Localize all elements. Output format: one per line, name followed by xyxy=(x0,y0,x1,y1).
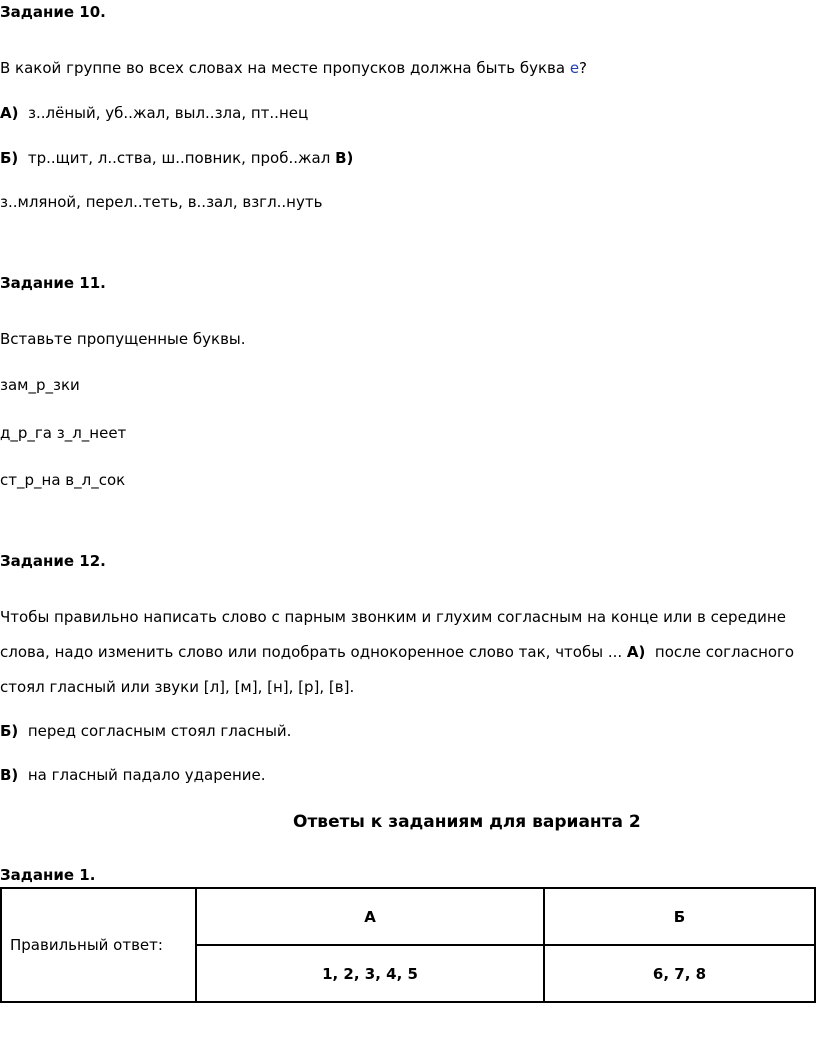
task12-option-c xyxy=(0,765,266,785)
option-text: тр..щит, л..ства, ш..повник, проб..жал xyxy=(27,149,331,167)
task12-title: Задание 12. xyxy=(0,552,106,570)
table-row xyxy=(1,888,815,945)
answer-table xyxy=(0,887,816,1003)
task11-line: ст_р_на в_л_сок xyxy=(0,471,126,489)
task11-title: Задание 11. xyxy=(0,274,106,292)
task10-question xyxy=(0,58,587,78)
task10-question-letter: е xyxy=(569,59,580,77)
task11-line: зам_р_зки xyxy=(0,376,80,394)
column-header-b: Б xyxy=(544,888,815,945)
task10-title: Задание 10. xyxy=(0,3,106,21)
column-header-a: А xyxy=(196,888,544,945)
task12-text-line: стоял гласный или звуки [л], [м], [н], [р], [в]. xyxy=(0,678,355,696)
answers-heading: Ответы к заданиям для варианта 2 xyxy=(293,812,641,832)
option-text: после согласного xyxy=(654,643,795,661)
answer-value-a: 1, 2, 3, 4, 5 xyxy=(196,945,544,1002)
task12-text-line xyxy=(0,642,794,662)
option-marker: Б) xyxy=(0,722,19,740)
task12-text-line: Чтобы правильно написать слово с парным звонким и глухим согласным на конце или в середине xyxy=(0,608,786,626)
option-text: з..лёный, уб..жал, выл..зла, пт..нец xyxy=(28,104,309,122)
option-marker: А) xyxy=(0,104,19,122)
task11-line: д_р_га з_л_неет xyxy=(0,424,127,442)
answers-task1-title: Задание 1. xyxy=(0,866,96,884)
answer-value-b: 6, 7, 8 xyxy=(544,945,815,1002)
option-text: на гласный падало ударение. xyxy=(27,766,266,784)
answer-label-cell xyxy=(1,888,196,1002)
option-marker: Б) xyxy=(0,149,19,167)
task10-question-mark: ? xyxy=(579,59,588,77)
task12-text: слова, надо изменить слово или подобрать однокоренное слово так, чтобы ... xyxy=(0,643,627,661)
task10-option-b xyxy=(0,148,353,168)
task10-option-a xyxy=(0,103,308,123)
task10-option-c: з..мляной, перел..теть, в..зал, взгл..нуть xyxy=(0,193,323,211)
option-text: перед согласным стоял гласный. xyxy=(27,722,292,740)
task11-instruction: Вставьте пропущенные буквы. xyxy=(0,330,246,348)
option-marker: А) xyxy=(626,643,646,661)
task10-question-text: В какой группе во всех словах на месте пропусков должна быть буква xyxy=(0,59,570,77)
option-marker: В) xyxy=(335,149,354,167)
task12-option-b xyxy=(0,721,291,741)
option-marker: В) xyxy=(0,766,19,784)
answer-label: Правильный ответ: xyxy=(10,936,163,954)
